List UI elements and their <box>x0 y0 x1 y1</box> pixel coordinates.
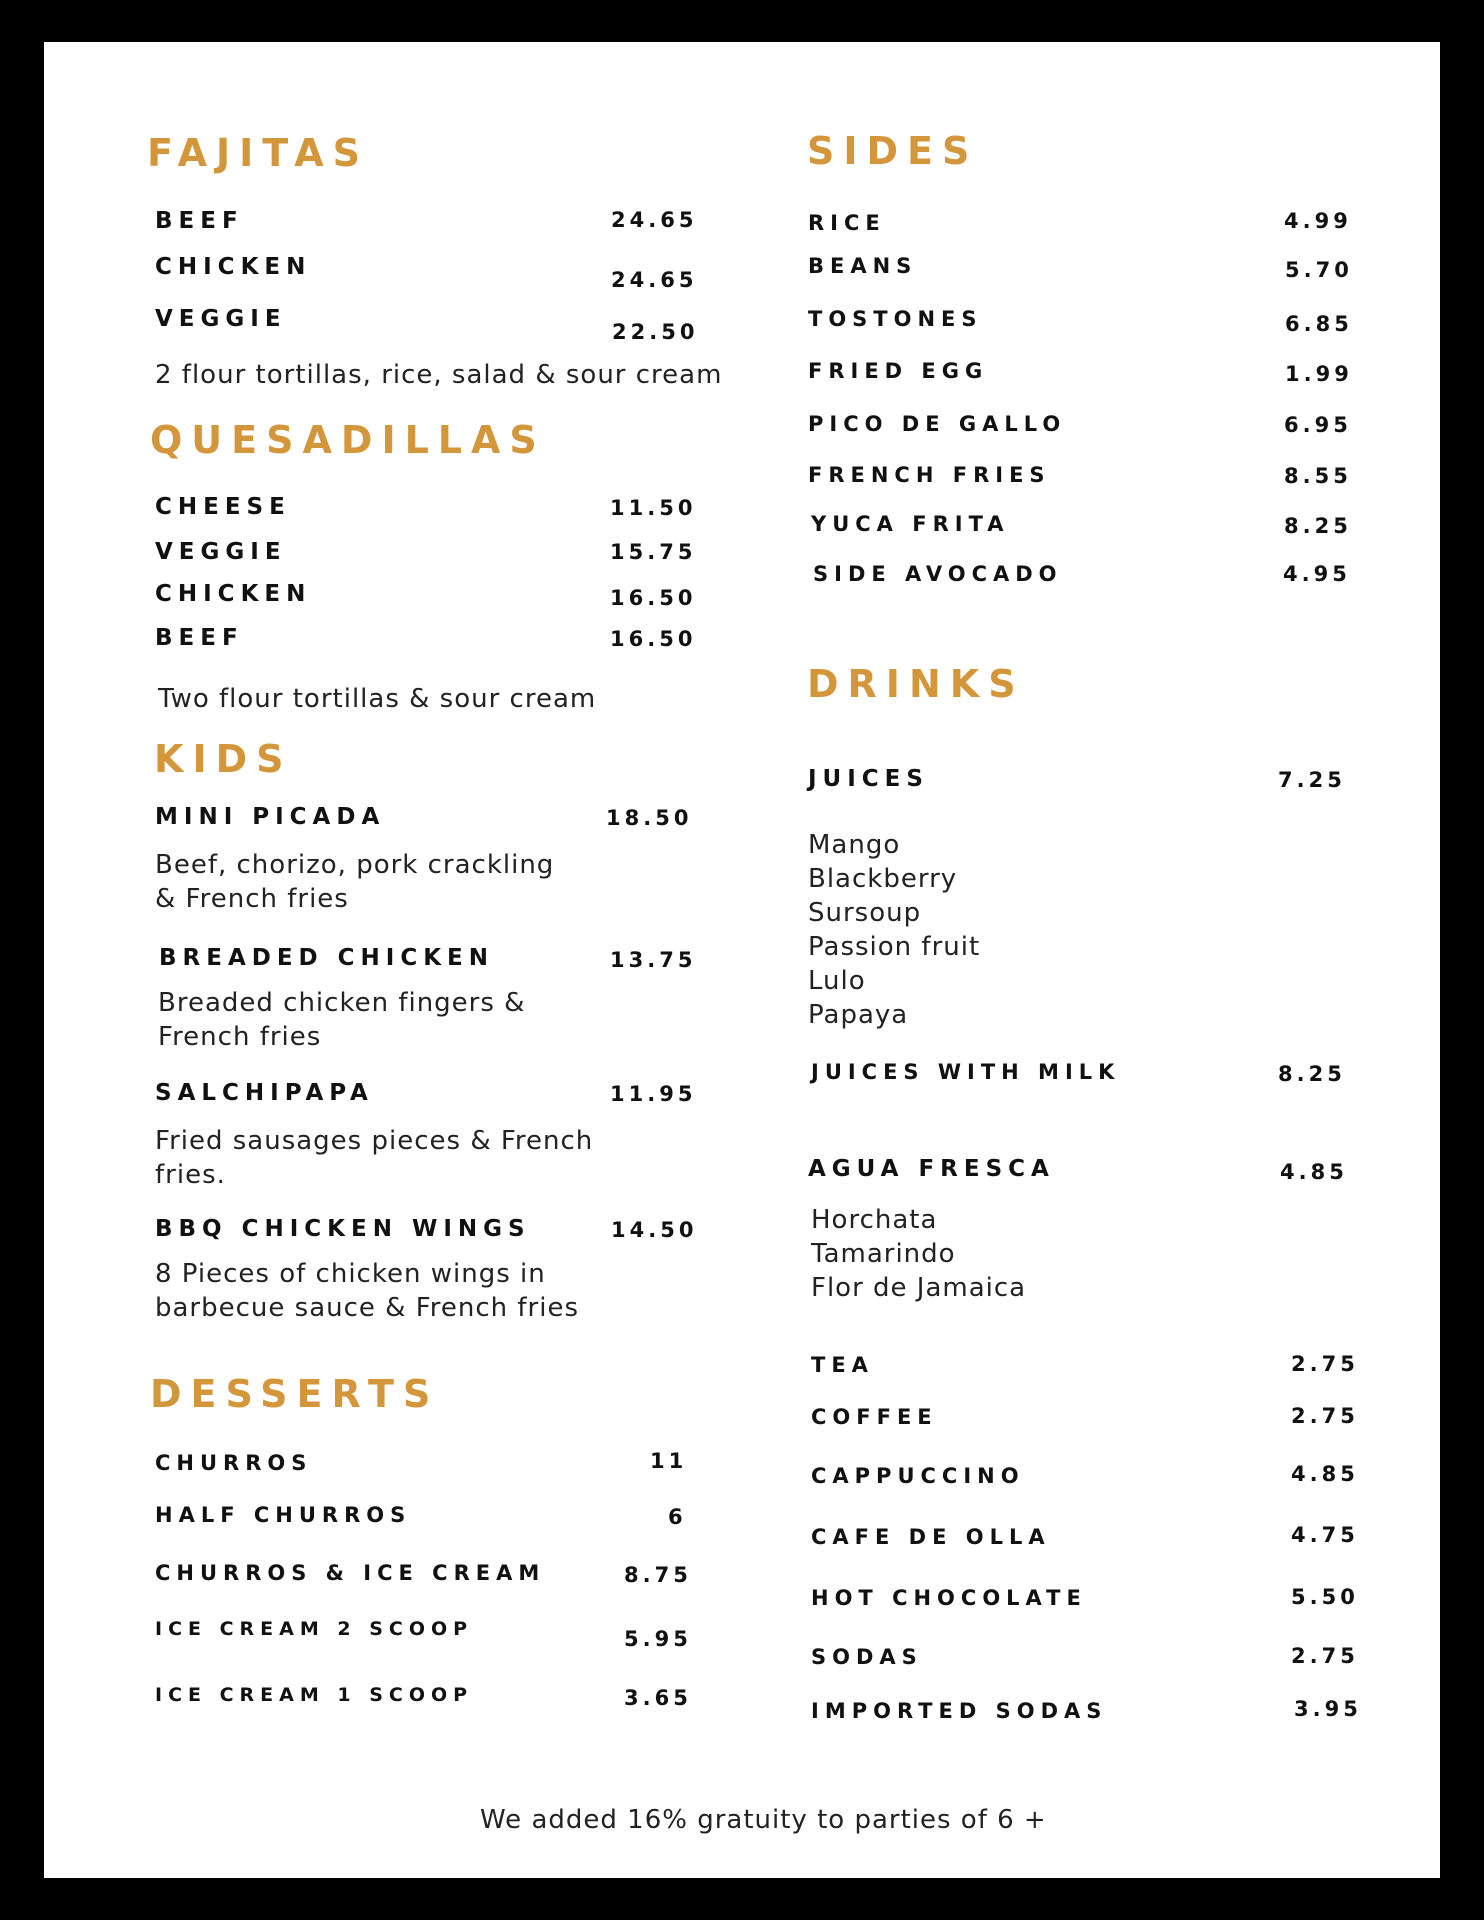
menu-item-price: 8.55 <box>1284 464 1352 488</box>
menu-item-price: 24.65 <box>611 208 698 232</box>
menu-item-name: BREADED CHICKEN <box>159 945 495 971</box>
menu-item-price: 3.65 <box>624 1686 692 1710</box>
menu-item-price: 4.85 <box>1280 1160 1348 1184</box>
menu-item-price: 11 <box>650 1449 688 1473</box>
menu-item-price: 4.95 <box>1283 562 1351 586</box>
menu-item-price: 7.25 <box>1278 768 1346 792</box>
menu-item-description: Breaded chicken fingers & French fries <box>158 988 526 1052</box>
menu-item-name: JUICES WITH MILK <box>811 1060 1121 1084</box>
menu-item-price: 6.95 <box>1284 413 1352 437</box>
fajitas-note: 2 flour tortillas, rice, salad & sour cream <box>155 360 723 390</box>
menu-item-description: Beef, chorizo, pork crackling & French fries <box>155 850 555 914</box>
menu-item-price: 11.50 <box>610 496 697 520</box>
menu-item-name: BEEF <box>155 625 244 651</box>
menu-item-name: PICO DE GALLO <box>808 412 1067 436</box>
menu-item-description: Fried sausages pieces & French fries. <box>155 1126 594 1190</box>
menu-item-name: BEANS <box>808 254 918 278</box>
menu-item-name: AGUA FRESCA <box>808 1156 1055 1182</box>
menu-item-name: VEGGIE <box>155 539 287 565</box>
menu-item-price: 8.25 <box>1278 1062 1346 1086</box>
menu-item-price: 6.85 <box>1285 312 1353 336</box>
menu-item-price: 8.25 <box>1284 514 1352 538</box>
menu-item-name: BEEF <box>155 208 244 234</box>
menu-item-name: CHEESE <box>155 494 291 520</box>
menu-item-name: SALCHIPAPA <box>155 1080 374 1106</box>
menu-item-price: 4.75 <box>1291 1523 1359 1547</box>
menu-item-price: 13.75 <box>610 948 697 972</box>
menu-page <box>44 42 1440 1878</box>
menu-item-price: 4.99 <box>1284 209 1352 233</box>
menu-item-name: HALF CHURROS <box>155 1503 412 1527</box>
menu-item-name: HOT CHOCOLATE <box>811 1586 1087 1610</box>
menu-item-name: SIDE AVOCADO <box>813 562 1063 586</box>
menu-item-price: 2.75 <box>1291 1404 1359 1428</box>
menu-item-price: 5.95 <box>624 1627 692 1651</box>
section-heading-desserts: DESSERTS <box>150 1372 440 1416</box>
menu-item-name: ICE CREAM 2 SCOOP <box>155 1618 474 1640</box>
menu-item-price: 15.75 <box>610 540 697 564</box>
menu-item-price: 4.85 <box>1291 1462 1359 1486</box>
juice-flavors-list: Mango Blackberry Sursoup Passion fruit Lulo Papaya <box>808 830 981 1030</box>
menu-item-name: CHURROS & ICE CREAM <box>155 1561 546 1585</box>
menu-item-name: COFFEE <box>811 1405 938 1429</box>
menu-item-price: 24.65 <box>611 268 698 292</box>
section-heading-sides: SIDES <box>807 129 979 173</box>
menu-item-name: CHICKEN <box>155 581 312 607</box>
section-heading-fajitas: FAJITAS <box>147 131 370 175</box>
gratuity-note: We added 16% gratuity to parties of 6 + <box>480 1805 1047 1835</box>
menu-item-name: FRENCH FRIES <box>808 463 1051 487</box>
menu-item-name: CAFE DE OLLA <box>811 1525 1051 1549</box>
menu-item-name: CAPPUCCINO <box>811 1464 1025 1488</box>
menu-item-price: 18.50 <box>606 806 693 830</box>
menu-item-price: 5.50 <box>1291 1585 1359 1609</box>
section-heading-kids: KIDS <box>154 737 293 781</box>
menu-item-name: JUICES <box>808 766 929 792</box>
menu-item-price: 11.95 <box>610 1082 697 1106</box>
menu-item-price: 6 <box>668 1505 687 1529</box>
menu-item-name: FRIED EGG <box>808 359 989 383</box>
menu-item-name: YUCA FRITA <box>811 512 1010 536</box>
menu-item-name: MINI PICADA <box>155 804 386 830</box>
menu-item-name: BBQ CHICKEN WINGS <box>155 1216 531 1242</box>
agua-fresca-flavors-list: Horchata Tamarindo Flor de Jamaica <box>811 1205 1027 1303</box>
menu-item-name: CHICKEN <box>155 254 312 280</box>
menu-item-price: 8.75 <box>624 1563 692 1587</box>
quesadillas-note: Two flour tortillas & sour cream <box>158 684 597 714</box>
menu-item-name: RICE <box>808 211 886 235</box>
menu-item-price: 14.50 <box>611 1218 698 1242</box>
menu-item-name: TOSTONES <box>808 307 983 331</box>
menu-item-price: 1.99 <box>1285 362 1353 386</box>
menu-item-description: 8 Pieces of chicken wings in barbecue sauce & French fries <box>155 1259 580 1323</box>
menu-item-name: TEA <box>811 1353 874 1377</box>
menu-item-name: SODAS <box>811 1645 923 1669</box>
menu-item-name: ICE CREAM 1 SCOOP <box>155 1684 474 1706</box>
menu-item-price: 3.95 <box>1294 1697 1362 1721</box>
menu-item-price: 16.50 <box>610 586 697 610</box>
menu-item-price: 5.70 <box>1285 258 1353 282</box>
menu-item-name: VEGGIE <box>155 306 287 332</box>
menu-item-price: 22.50 <box>612 320 699 344</box>
menu-item-name: IMPORTED SODAS <box>811 1699 1108 1723</box>
section-heading-quesadillas: QUESADILLAS <box>150 418 546 462</box>
menu-item-price: 2.75 <box>1291 1644 1359 1668</box>
menu-item-name: CHURROS <box>155 1451 313 1475</box>
menu-item-price: 2.75 <box>1291 1352 1359 1376</box>
section-heading-drinks: DRINKS <box>807 662 1025 706</box>
menu-item-price: 16.50 <box>610 627 697 651</box>
